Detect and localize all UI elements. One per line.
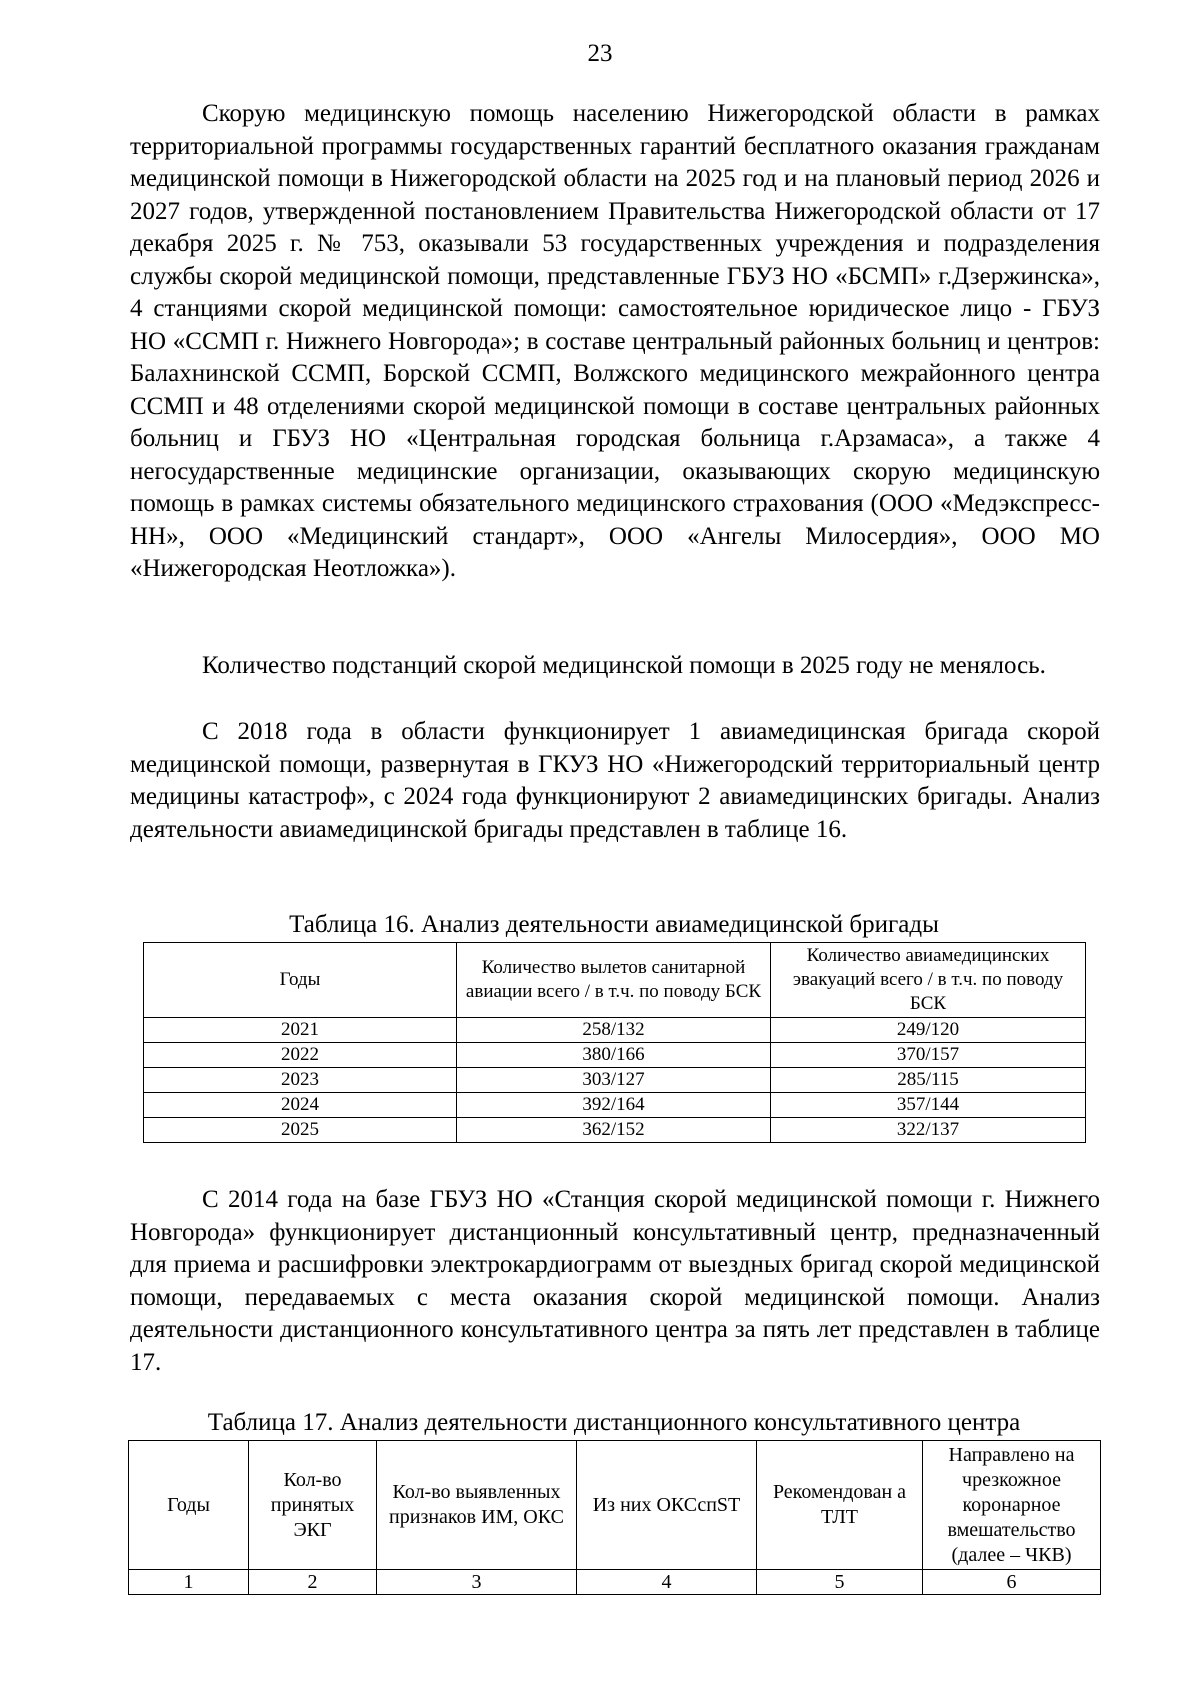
table-cell: 2024 [144,1093,457,1118]
table-cell: 370/157 [771,1043,1086,1068]
table-cell: 322/137 [771,1118,1086,1143]
table-cell: 362/152 [457,1118,771,1143]
table-cell: 1 [129,1570,249,1595]
table-cell: 258/132 [457,1018,771,1043]
table17-header-mi-signs: Кол-во выявленных признаков ИМ, ОКС [377,1441,577,1570]
table-cell: 2023 [144,1068,457,1093]
table17 [128,1440,1101,1595]
paragraph-ambulance-services: Скорую медицинскую помощь населению Нижегородской области в рамках территориальной программы государственных гарантий бесплатного оказания гражданам медицинской помощи в Нижегородской области на 2025 год и на плановый период 2026 и 2027 годов, утвержденной постановлением Правительства Нижегородской области от 17 декабря 2025 г. № 753, оказывали 53 государственных учреждения и подразделения службы скорой медицинской помощи, представленные ГБУЗ НО «БСМП» г.Дзержинска», 4 станциями скорой медицинской помощи: самостоятельное юридическое лицо - ГБУЗ НО «ССМП г. Нижнего Новгорода»; в составе центральный районных больниц и центров: Балахнинской ССМП, Борской ССМП, Волжского медицинского межрайонного центра ССМП и 48 отделениями скорой медицинской помощи в составе центральных районных больниц и ГБУЗ НО «Центральная городская больница г.Арзамаса», а также 4 негосударственные медицинские организации, оказывающих скорую медицинскую помощь в рамках системы обязательного медицинского страхования (ООО «Медэкспресс-НН», ООО «Медицинский стандарт», ООО «Ангелы Милосердия», ООО МО «Нижегородская Неотложка»). [130,100,1100,582]
table-cell: 285/115 [771,1068,1086,1093]
table17-header-stemi: Из них ОКСспST [577,1441,757,1570]
table17-caption: Таблица 17. Анализ деятельности дистанционного консультативного центра [207,1409,1021,1436]
table-cell: 5 [757,1570,923,1595]
table16-header-flights: Количество вылетов санитарной авиации всего / в т.ч. по поводу БСК [457,943,771,1018]
table-row [144,1068,1086,1093]
paragraph-consultation-center: С 2014 года на базе ГБУЗ НО «Станция скорой медицинской помощи г. Нижнего Новгорода» функционирует дистанционный консультативный центр, предназначенный для приема и расшифровки электрокардиограмм от выездных бригад скорой медицинской помощи, передаваемых с места оказания скорой медицинской помощи. Анализ деятельности дистанционного консультативного центра за пять лет представлен в таблице 17. [130,1186,1100,1376]
table-cell: 392/164 [457,1093,771,1118]
table-cell: 249/120 [771,1018,1086,1043]
table-cell: 3 [377,1570,577,1595]
table17-header-tlt: Рекомендован а ТЛТ [757,1441,923,1570]
table16-header-evacuations: Количество авиамедицинских эвакуаций всего / в т.ч. по поводу БСК [771,943,1086,1018]
table16 [143,942,1086,1143]
paragraph-substations: Количество подстанций скорой медицинской помощи в 2025 году не менялось. [202,652,1046,679]
table-cell: 4 [577,1570,757,1595]
table-cell: 2022 [144,1043,457,1068]
table-row [129,1570,1101,1595]
table-cell: 2021 [144,1018,457,1043]
table17-header-ecg-received: Кол-во принятых ЭКГ [249,1441,377,1570]
table-row [144,1093,1086,1118]
table16-header-years: Годы [144,943,457,1018]
table-row [144,1118,1086,1143]
page-number: 23 [587,40,613,67]
table-row [144,1018,1086,1043]
table-cell: 6 [923,1570,1101,1595]
table-cell: 303/127 [457,1068,771,1093]
table17-header-pci: Направлено на чрезкожное коронарное вмешательство (далее – ЧКВ) [923,1441,1101,1570]
table-row [144,1043,1086,1068]
table16-caption: Таблица 16. Анализ деятельности авиамедицинской бригады [289,911,939,938]
table-cell: 2 [249,1570,377,1595]
table-cell: 357/144 [771,1093,1086,1118]
table-cell: 380/166 [457,1043,771,1068]
table16-header-row [144,943,1086,1018]
paragraph-air-ambulance: С 2018 года в области функционирует 1 авиамедицинская бригада скорой медицинской помощи, развернутая в ГКУЗ НО «Нижегородский территориальный центр медицины катастроф», с 2024 года функционируют 2 авиамедицинских бригады. Анализ деятельности авиамедицинской бригады представлен в таблице 16. [130,718,1100,843]
table17-header-years: Годы [129,1441,249,1570]
table17-header-row [129,1441,1101,1570]
table-cell: 2025 [144,1118,457,1143]
